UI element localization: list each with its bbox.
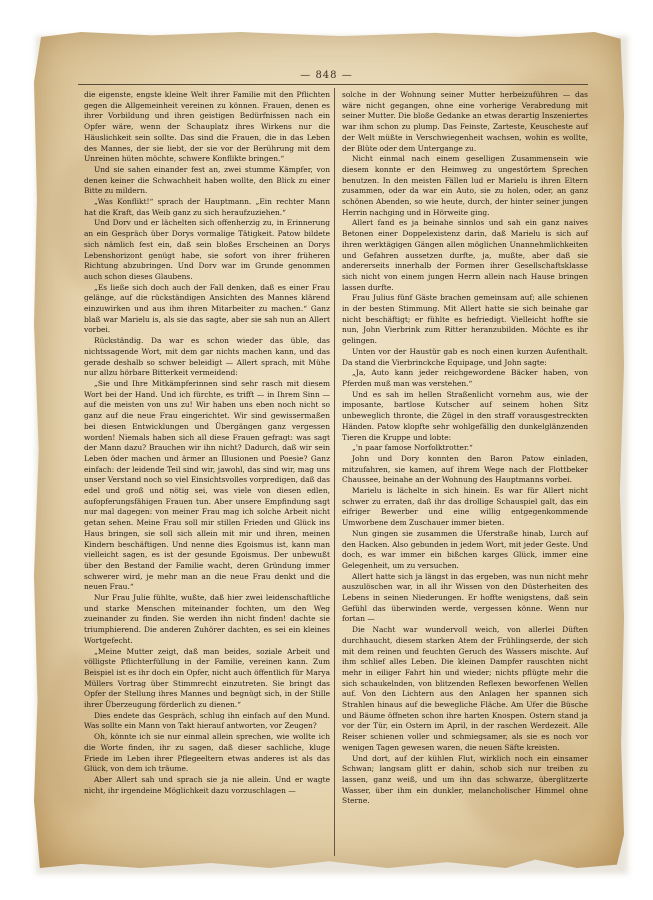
paragraph: solche in der Wohnung seiner Mutter herbeizuführen — das wäre nicht gegangen, ohne eine vorherige Verabredung mit seiner Mutter. Die bloße Gedanke an etwas derartig Inszeniertes war ihm schon zu plump. Das Feinste, Zarteste, Keuscheste auf der Welt müßte in Verschwiegenheit wachsen, wohin es wollte, der Blüte oder dem Untergange zu. — [342, 90, 588, 153]
paragraph: Marielu is lächelte in sich hinein. Es war für Allert nicht schwer zu erraten, daß ihr das drollige Schauspiel galt, das ein eifriger Bewerber und eine willig entgegenkommende Umworbene dem Zuschauer immer bieten. — [342, 486, 588, 528]
paragraph: Unten vor der Haustür gab es noch einen kurzen Aufenthalt. Da stand die Vierbrinckche Equipage, und John sagte: — [342, 346, 588, 367]
paragraph: Oh, könnte ich sie nur einmal allein sprechen, wie wollte ich die Worte finden, ihr zu sagen, daß dieser sachliche, kluge Friede im Leben ihrer Pflegeeltern etwas anderes ist als das Glück, von dem ich träume. — [84, 732, 330, 774]
paragraph: „Ja, Auto kann jeder reichgewordene Bäcker haben, von Pferden muß man was verstehen.“ — [342, 368, 588, 388]
paragraph: Allert fand es ja beinahe sinnlos und sah ein ganz naives Betonen einer Doppelexistenz darin, daß Marielu is sich auf ihren werktägigen Gängen allen möglichen Unannehmlichkeiten und Gefahren aussetzen durfte, ja, mußte, aber daß sie andererseits innerhalb der Formen ihrer Gesellschaftsklasse sich nicht von einem jungen Herrn allein nach Hause bringen lassen durfte. — [342, 218, 588, 292]
paragraph: Die Nacht war wundervoll weich, von allerlei Düften durchhaucht, diesem starken Atem der Frühlingserde, der sich mit dem reinen und feuchten Geruch des Wassers mischte. Auf ihm schlief alles Leben. Die kleinen Dampfer rauschten nicht mehr in eiliger Fahrt hin und wieder; nichts pflügte mehr die sich schaukelnden, von blitzenden Reflexen beworfenen Wellen auf. Von den Lichtern aus den Anlagen her spannen sich Strahlen hinaus auf die bewegliche Fläche. Am Ufer die Büsche und Bäume öffneten schon ihre harten Knospen. Ostern stand ja vor der Tür, ein Ostern im April, in der raschen Werdezeit. Alle Reiser schienen voller und schmiegsamer, als sie es noch vor wenigen Tagen gewesen waren, die neuen Säfte kreisten. — [342, 625, 588, 752]
page-number: — 848 — — [300, 70, 353, 81]
paragraph: „Meine Mutter zeigt, daß man beides, soziale Arbeit und völligste Pflichterfüllung in der Familie, vereinen kann. Zum Beispiel ist es ihr doch ein Opfer, nicht auch öffentlich für Marya Müllers Vortrag über Stimmrecht einzutreten. Sie bringt das Opfer der Stellung ihres Mannes und begnügt sich, in der Stille ihrer Überzeugung förderlich zu dienen.“ — [84, 646, 330, 710]
paragraph: „Was Konflikt!“ sprach der Hauptmann. „Ein rechter Mann hat die Kraft, das Weib ganz zu sich heraufzuziehen.“ — [84, 197, 330, 217]
paragraph: Frau Julius fünf Gäste brachen gemeinsam auf; alle schienen in der besten Stimmung. Mit Allert hatte sie sich beinahe gar nicht beschäftigt; er fühlte es befriedigt. Vielleicht hoffte sie nun, John Vierbrink zum Ritter heranzubilden. Möchte es ihr gelingen. — [342, 293, 588, 346]
paragraph: Dies endete das Gespräch, schlug ihn einfach auf den Mund. Was sollte ein Mann von Takt hierauf antworten, vor Zeugen? — [84, 710, 330, 731]
paragraph: Und dort, auf der kühlen Flut, wirklich noch ein einsamer Schwan; langsam glitt er dahin, schob sich nur treiben zu lassen, ganz weiß, und um ihn das schwarze, überglitzerte Wasser, über ihm ein dunkler, melancholischer Himmel ohne Sterne. — [342, 753, 588, 806]
paragraph: Aber Allert sah und sprach sie ja nie allein. Und er wagte nicht, ihr irgendeine Möglichkeit dazu vorzuschlagen — — [84, 775, 330, 795]
header-rule — [78, 84, 588, 85]
paragraph: Rückständig. Da war es schon wieder das üble, das nichtssagende Wort, mit dem gar nichts machen kann, und das gerade deshalb so schwer beleidigt — Allert sprach, mit Mühe nur allzu hörbare Bitterkeit vermeidend: — [84, 336, 330, 378]
paragraph: Allert hatte sich ja längst in das ergeben, was nun nicht mehr auszulöschen war, in all ihr Wissen von den Düsterheiten des Lebens in seinen Niederungen. Er hoffte wenigstens, daß sein Gefühl das überwinden werde, vergessen könne. Wenn nur fortan — — [342, 571, 588, 624]
paragraph: Nun gingen sie zusammen die Uferstraße hinab, Lurch auf den Hacken. Also gebunden in jedem Wort, mit jeder Geste. Und doch, es war immer ein bißchen karges Glück, immer eine Gelegenheit, um zu versuchen. — [342, 528, 588, 570]
paragraph: Nicht einmal nach einem geselligen Zusammensein wie diesem konnte er den Heimweg zu ungestörtem Sprechen benutzen. In den meisten Fällen lud er Marielu is ihren Eltern zusammen, oder da war ein Auto, sie zu holen, oder, an ganz schönen Abenden, so wie heute, durch, der hinter seiner jungen Herrin nachging und in Hörweite ging. — [342, 154, 588, 217]
paragraph: die eigenste, engste kleine Welt ihrer Familie mit den Pflichten gegen die Allgemeinheit vereinen zu können. Frauen, denen es ihrer Vorbildung und ihren geistigen Bedürfnissen nach ein Opfer wäre, wenn der Schauplatz ihres Wirkens nur die Häuslichkeit sein sollte. Das sind die Frauen, die in das Leben des Mannes, der sie liebt, der sie vor der Berührung mit dem Unreinen hüten möchte, schwere Konflikte bringen.“ — [84, 90, 330, 164]
left-column — [84, 90, 330, 796]
paragraph: John und Dory konnten den Baron Patow einladen, mitzufahren, sie kamen, auf ihrem Wege nach der Flottbeker Chaussee, beinahe an der Wohnung des Hauptmanns vorbei. — [342, 453, 588, 485]
paragraph: „Es ließe sich doch auch der Fall denken, daß es einer Frau gelänge, auf die rückständigen Ansichten des Mannes klärend einzuwirken und aus ihm ihren Mitarbeiter zu machen.“ Ganz blaß war Marielu is, als sie das sagte, aber sie sah nun an Allert vorbei. — [84, 282, 330, 335]
column-divider — [334, 88, 335, 856]
paragraph: „'n paar famose Norfolktrotter.“ — [352, 443, 473, 453]
right-column — [342, 90, 588, 807]
paragraph: Und es sah im hellen Straßenlicht vornehm aus, wie der imposante, bartlose Kutscher auf seinem hohen Sitz unbeweglich thronte, die Zügel in den straff vorausgestreckten Händen. Patow klopfte sehr wohlgefällig den dunkelglänzenden Tieren die Kruppe und lobte: — [342, 389, 588, 442]
paragraph: „Sie und Ihre Mitkämpferinnen sind sehr rasch mit diesem Wort bei der Hand. Und ich fürchte, es trifft — in Ihrem Sinn — auf die meisten von uns zu! Wir haben uns eben noch nicht so ganz auf die neue Frau eingerichtet. Wir sind gewissermaßen bei diesen Entwicklungen und Übergängen ganz vergessen worden! Niemals haben sich all diese Frauen gefragt: was sagt der Mann dazu? Brauchen wir ihn nicht? Dadurch, daß wir sein Leben öder machen und ärmer an Illusionen und Poesie? Ganz einfach: der leidende Teil sind wir, jawohl, das sind wir, mag uns unser Verstand noch so viel Einsichtsvolles vorpredigen, daß das edel und groß und nötig sei, was viele von diesen edlen, aufopferungsfähigen Frauen tun. Aber unsere Empfindung sagt nur mal dagegen: von meiner Frau mag ich solche Arbeit nicht getan sehen. Meine Frau soll mir stillen Frieden und Glück ins Haus bringen, sie soll sich allein mit mir und ihren, meinen Kindern beschäftigen. Und nenne dies Egoismus ist, kann man vielleicht sagen, es ist der gesunde Egoismus. Der unbewußt über den Bestand der Familie wacht, deren Gründung immer schwerer wird, je mehr man an die neue Frau denkt und die neuen Frau.“ — [84, 378, 330, 592]
paragraph: Nur Frau Julie fühlte, wußte, daß hier zwei leidenschaftliche und starke Menschen miteinander fochten, um den Weg zueinander zu finden. Sie werden ihn nicht finden! dachte sie triumphierend. Die anderen Zuhörer dachten, es sei ein kleines Wortgefecht. — [84, 593, 330, 645]
paragraph: Und sie sahen einander fest an, zwei stumme Kämpfer, von denen keiner die Schwachheit haben wollte, den Blick zu einer Bitte zu mildern. — [84, 164, 330, 196]
paragraph: Und Dorv und er lächelten sich offenherzig zu, in Erinnerung an ein Gespräch über Dorys vormalige Tätigkeit. Patow bildete sich nämlich fest ein, daß sein bloßes Erscheinen an Dorys Lebenshorizont genügt habe, sie sofort von ihrer früheren Richtung abzubringen. Und Dorv war im Grunde genommen auch schon dieses Glaubens. — [84, 218, 330, 281]
